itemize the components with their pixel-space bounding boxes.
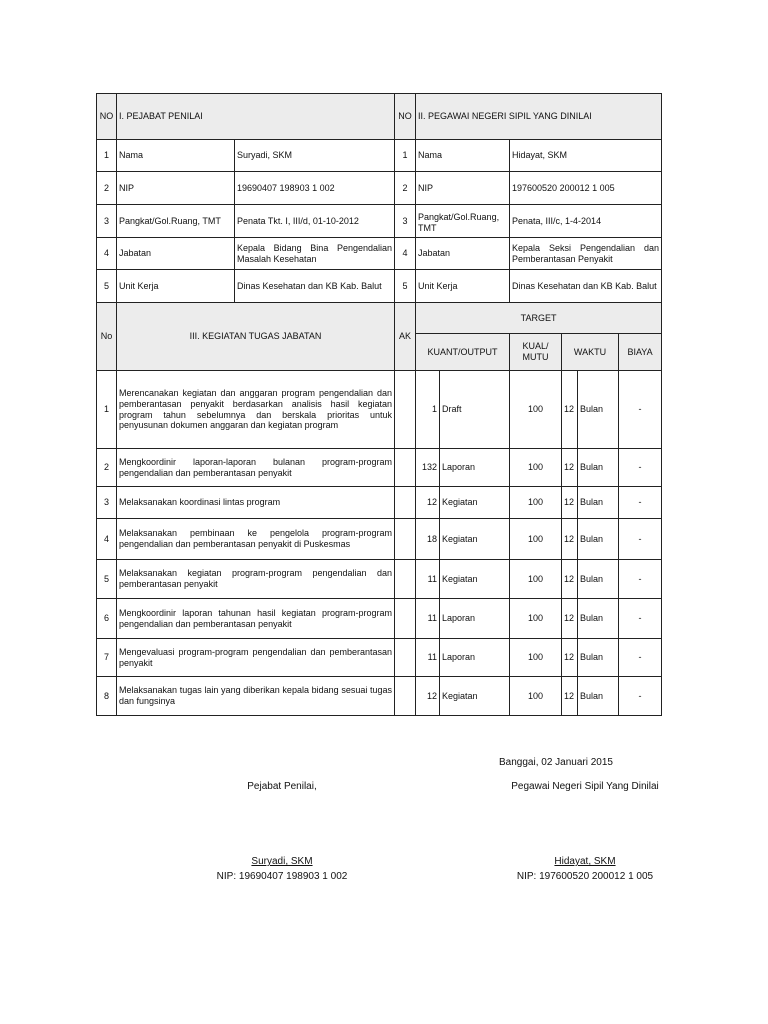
left-signer-name-text: Suryadi, SKM <box>251 856 313 867</box>
target-header: TARGET <box>416 303 662 334</box>
activity-quality: 100 <box>510 519 562 560</box>
s2-position-label: Jabatan <box>416 238 510 270</box>
s1-nip-label: NIP <box>117 172 235 205</box>
activity-no: 3 <box>97 487 117 519</box>
s2-rank-value: Penata, III/c, 1-4-2014 <box>510 205 662 238</box>
activity-time-unit: Bulan <box>578 487 619 519</box>
activity-row <box>97 677 662 716</box>
activity-quality: 100 <box>510 639 562 677</box>
activity-qty: 132 <box>416 449 440 487</box>
activity-qty: 12 <box>416 487 440 519</box>
activity-quality: 100 <box>510 560 562 599</box>
activity-row <box>97 487 662 519</box>
activity-unit: Kegiatan <box>440 519 510 560</box>
activity-unit: Laporan <box>440 599 510 639</box>
activity-qty: 1 <box>416 371 440 449</box>
place-date: Banggai, 02 Januari 2015 <box>499 757 613 768</box>
s1-nip-value: 19690407 198903 1 002 <box>235 172 395 205</box>
activity-row <box>97 599 662 639</box>
right-signer-role: Pegawai Negeri Sipil Yang Dinilai <box>511 781 659 792</box>
activity-unit: Kegiatan <box>440 677 510 716</box>
activity-no: 5 <box>97 560 117 599</box>
activity-no: 4 <box>97 519 117 560</box>
activity-time: 12 <box>562 371 578 449</box>
s1-unit-label: Unit Kerja <box>117 270 235 303</box>
activity-ak <box>395 519 416 560</box>
activity-time-unit: Bulan <box>578 519 619 560</box>
biaya-header: BIAYA <box>619 334 662 371</box>
activity-qty: 12 <box>416 677 440 716</box>
right-signer-name-text: Hidayat, SKM <box>554 856 616 867</box>
kual-mutu-header: KUAL/ MUTU <box>510 334 562 371</box>
s1-row5-no: 5 <box>97 270 117 303</box>
activity-ak <box>395 677 416 716</box>
s1-position-value: Kepala Bidang Bina Pengendalian Masalah Kesehatan <box>235 238 395 270</box>
activity-quality: 100 <box>510 599 562 639</box>
s2-row5-no: 5 <box>395 270 416 303</box>
activity-description: Mengkoordinir laporan-laporan bulanan program-program pengendalian dan pemberantasan penyakit <box>117 449 395 487</box>
activity-no: 7 <box>97 639 117 677</box>
activity-description: Mengkoordinir laporan tahunan hasil kegiatan program-program pengendalian dan pemberantasan penyakit <box>117 599 395 639</box>
activity-time-unit: Bulan <box>578 560 619 599</box>
activity-unit: Draft <box>440 371 510 449</box>
s2-row2-no: 2 <box>395 172 416 205</box>
activity-time-unit: Bulan <box>578 449 619 487</box>
activity-time-unit: Bulan <box>578 599 619 639</box>
s2-rank-label: Pangkat/Gol.Ruang, TMT <box>416 205 510 238</box>
activity-time: 12 <box>562 677 578 716</box>
s1-name-value: Suryadi, SKM <box>235 140 395 172</box>
activity-row <box>97 449 662 487</box>
activity-quality: 100 <box>510 487 562 519</box>
activity-row <box>97 639 662 677</box>
activity-description: Melaksanakan tugas lain yang diberikan kepala bidang sesuai tugas dan fungsinya <box>117 677 395 716</box>
s2-row4-no: 4 <box>395 238 416 270</box>
section3-title: III. KEGIATAN TUGAS JABATAN <box>117 303 395 371</box>
s2-nip-label: NIP <box>416 172 510 205</box>
activity-qty: 11 <box>416 560 440 599</box>
s2-unit-label: Unit Kerja <box>416 270 510 303</box>
s1-name-label: Nama <box>117 140 235 172</box>
s2-position-value: Kepala Seksi Pengendalian dan Pemberantasan Penyakit <box>510 238 662 270</box>
activity-cost: - <box>619 560 662 599</box>
activity-description: Mengevaluasi program-program pengendalian dan pemberantasan penyakit <box>117 639 395 677</box>
left-signer-nip: NIP: 19690407 198903 1 002 <box>216 871 348 882</box>
activity-cost: - <box>619 371 662 449</box>
activity-cost: - <box>619 487 662 519</box>
s1-row2-no: 2 <box>97 172 117 205</box>
activity-cost: - <box>619 519 662 560</box>
kuant-output-header: KUANT/OUTPUT <box>416 334 510 371</box>
activity-row <box>97 560 662 599</box>
activity-unit: Laporan <box>440 639 510 677</box>
activity-no: 8 <box>97 677 117 716</box>
s1-row3-no: 3 <box>97 205 117 238</box>
s1-rank-value: Penata Tkt. I, III/d, 01-10-2012 <box>235 205 395 238</box>
activity-time: 12 <box>562 519 578 560</box>
ak-header: AK <box>395 303 416 371</box>
right-signer-nip: NIP: 197600520 200012 1 005 <box>516 871 654 882</box>
section1-title: I. PEJABAT PENILAI <box>117 94 395 140</box>
activity-quality: 100 <box>510 371 562 449</box>
s2-name-label: Nama <box>416 140 510 172</box>
s2-row1-no: 1 <box>395 140 416 172</box>
activity-description: Melaksanakan pembinaan ke pengelola program-program pengendalian dan pemberantasan penyakit di Puskesmas <box>117 519 395 560</box>
s1-position-label: Jabatan <box>117 238 235 270</box>
activity-unit: Laporan <box>440 449 510 487</box>
activity-description: Melaksanakan koordinasi lintas program <box>117 487 395 519</box>
activity-time: 12 <box>562 487 578 519</box>
activity-cost: - <box>619 639 662 677</box>
s2-nip-value: 197600520 200012 1 005 <box>510 172 662 205</box>
activity-no: 1 <box>97 371 117 449</box>
activity-cost: - <box>619 677 662 716</box>
s1-rank-label: Pangkat/Gol.Ruang, TMT <box>117 205 235 238</box>
section2-title: II. PEGAWAI NEGERI SIPIL YANG DINILAI <box>416 94 662 140</box>
left-signer-name <box>182 856 382 867</box>
activity-quality: 100 <box>510 449 562 487</box>
activity-qty: 11 <box>416 599 440 639</box>
left-signer-role: Pejabat Penilai, <box>247 781 317 792</box>
activity-ak <box>395 371 416 449</box>
activity-time: 12 <box>562 560 578 599</box>
activity-no: 2 <box>97 449 117 487</box>
section3-no-header: No <box>97 303 117 371</box>
activity-cost: - <box>619 599 662 639</box>
activity-time: 12 <box>562 449 578 487</box>
activity-ak <box>395 639 416 677</box>
skp-form-table <box>96 93 662 716</box>
activity-row <box>97 371 662 449</box>
activity-cost: - <box>619 449 662 487</box>
s2-row3-no: 3 <box>395 205 416 238</box>
activity-qty: 18 <box>416 519 440 560</box>
s1-row1-no: 1 <box>97 140 117 172</box>
activity-quality: 100 <box>510 677 562 716</box>
activity-time: 12 <box>562 639 578 677</box>
activity-ak <box>395 599 416 639</box>
activity-description: Merencanakan kegiatan dan anggaran program pengendalian dan pemberantasan penyakit berdasarkan analisis hasil kegiatan program tahun sebelumnya dan berskala prioritas untuk penyusunan dokumen anggaran dan kegiatan program <box>117 371 395 449</box>
s1-unit-value: Dinas Kesehatan dan KB Kab. Balut <box>235 270 395 303</box>
activity-time-unit: Bulan <box>578 371 619 449</box>
activity-description: Melaksanakan kegiatan program-program pengendalian dan pemberantasan penyakit <box>117 560 395 599</box>
activity-unit: Kegiatan <box>440 560 510 599</box>
right-signer-name <box>485 856 685 867</box>
activity-row <box>97 519 662 560</box>
activity-no: 6 <box>97 599 117 639</box>
activity-qty: 11 <box>416 639 440 677</box>
s2-unit-value: Dinas Kesehatan dan KB Kab. Balut <box>510 270 662 303</box>
activity-time-unit: Bulan <box>578 639 619 677</box>
activity-ak <box>395 487 416 519</box>
section2-no-header: NO <box>395 94 416 140</box>
s2-name-value: Hidayat, SKM <box>510 140 662 172</box>
activity-ak <box>395 449 416 487</box>
section1-no-header: NO <box>97 94 117 140</box>
waktu-header: WAKTU <box>562 334 619 371</box>
activity-unit: Kegiatan <box>440 487 510 519</box>
activity-time: 12 <box>562 599 578 639</box>
activity-ak <box>395 560 416 599</box>
activity-time-unit: Bulan <box>578 677 619 716</box>
s1-row4-no: 4 <box>97 238 117 270</box>
